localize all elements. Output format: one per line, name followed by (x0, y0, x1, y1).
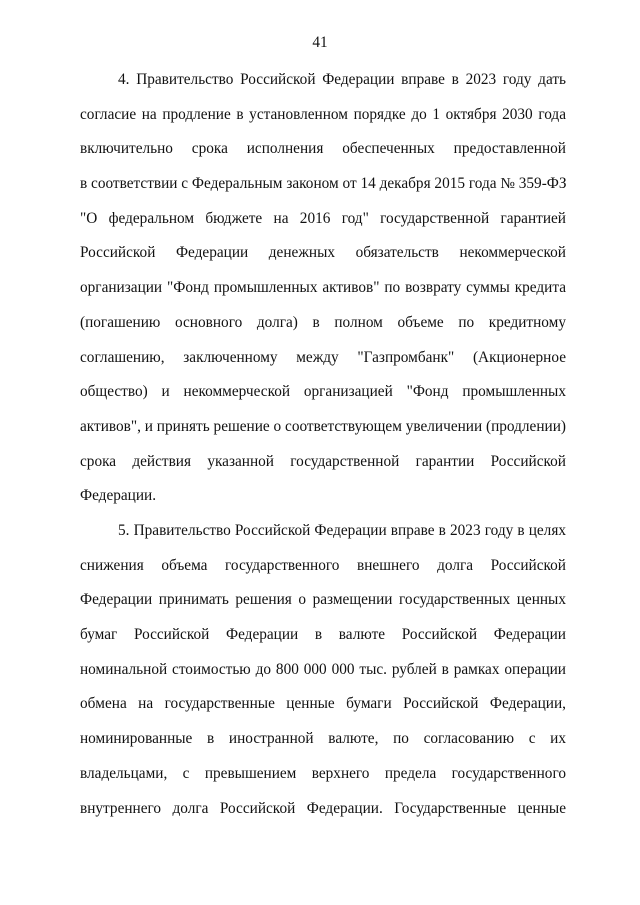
paragraph-line: владельцами, с превышением верхнего предела государственного (80, 764, 566, 782)
paragraph-5 (80, 522, 566, 834)
paragraph-line: бумаг Российской Федерации в валюте Российской Федерации (80, 626, 566, 644)
paragraph-line: общество) и некоммерческой организацией "Фонд промышленных (80, 383, 566, 401)
paragraph-line: (погашению основного долга) в полном объеме по кредитному (80, 313, 566, 331)
paragraph-line: номинальной стоимостью до 800 000 000 тыс. рублей в рамках операции (80, 660, 566, 678)
paragraph-line: включительно срока исполнения обеспеченных предоставленной (80, 140, 566, 158)
paragraph-line: согласие на продление в установленном порядке до 1 октября 2030 года (80, 105, 566, 123)
paragraph-line: внутреннего долга Российской Федерации. Государственные ценные (80, 799, 566, 817)
paragraph-4 (80, 71, 566, 522)
paragraph-line: "О федеральном бюджете на 2016 год" государственной гарантией (80, 209, 566, 227)
paragraph-line: Российской Федерации денежных обязательств некоммерческой (80, 244, 566, 262)
paragraph-line: в соответствии с Федеральным законом от 14 декабря 2015 года № 359-ФЗ (80, 175, 567, 193)
paragraph-line: организации "Фонд промышленных активов" по возврату суммы кредита (80, 279, 566, 297)
paragraph-line: соглашению, заключенному между "Газпромбанк" (Акционерное (80, 348, 566, 366)
paragraph-line: Федерации. (80, 487, 157, 505)
paragraph-line: обмена на государственные ценные бумаги Российской Федерации, (80, 695, 566, 713)
paragraph-line: снижения объема государственного внешнего долга Российской (80, 556, 566, 574)
paragraph-line: Федерации принимать решения о размещении государственных ценных (80, 591, 566, 609)
paragraph-line: срока действия указанной государственной гарантии Российской (80, 452, 566, 470)
paragraph-line: номинированные в иностранной валюте, по согласованию с их (80, 730, 566, 748)
paragraph-line: 4. Правительство Российской Федерации вправе в 2023 году дать (118, 71, 566, 88)
paragraph-line: 5. Правительство Российской Федерации вправе в 2023 году в целях (118, 522, 566, 539)
paragraph-line: активов", и принять решение о соответствующем увеличении (продлении) (80, 417, 566, 435)
page-number: 41 (312, 34, 328, 51)
